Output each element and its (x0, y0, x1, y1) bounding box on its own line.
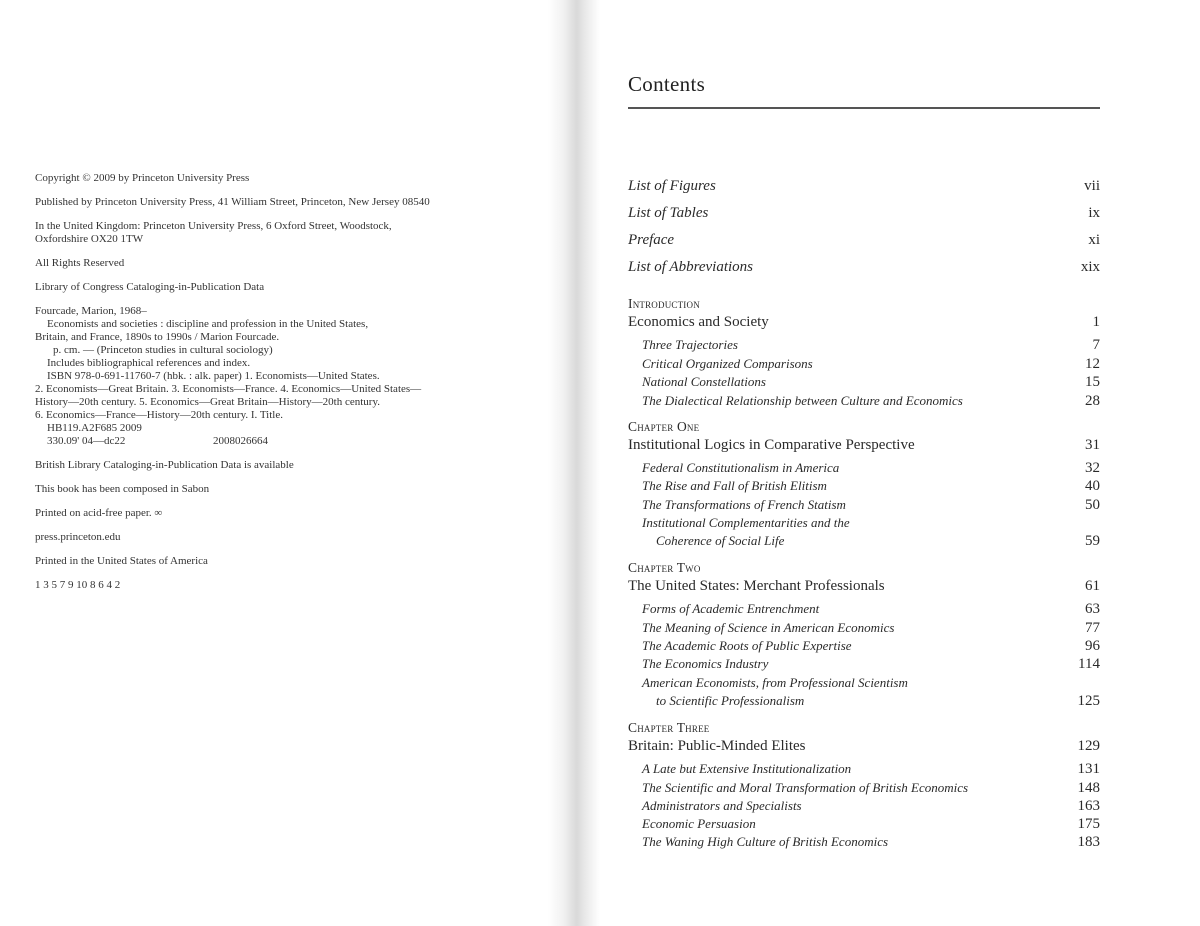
cip-dewey: 330.09' 04—dc22 (47, 435, 126, 447)
toc-section-title: The Academic Roots of Public Expertise (642, 638, 852, 653)
toc-section (628, 356, 1100, 373)
toc-section-continued (628, 693, 1100, 710)
copyright-page (0, 0, 570, 926)
loc-heading: Library of Congress Cataloging-in-Publication Data (35, 281, 265, 293)
toc-section-title: The Rise and Fall of British Elitism (642, 478, 827, 493)
toc-chapter-label-title: Chapter Three (628, 720, 710, 735)
toc-section-continued-page: 59 (1085, 533, 1100, 549)
toc-section-title: National Constellations (642, 374, 766, 389)
toc-chapter-title-page: 61 (1085, 578, 1100, 594)
uk-publisher (35, 220, 535, 246)
toc-section (628, 601, 1100, 618)
toc-front-matter-item-page: xix (1080, 259, 1100, 275)
toc-front-matter-item-title: Preface (628, 232, 675, 248)
cip-author: Fourcade, Marion, 1968– (35, 305, 147, 317)
toc-section (628, 798, 1100, 815)
toc-chapter-label (628, 419, 1100, 435)
toc-section-page: 183 (1077, 834, 1100, 850)
toc-front-matter-item-page: ix (1088, 205, 1100, 221)
toc-front-matter-item-page: xi (1088, 232, 1100, 248)
toc-front-matter-item (628, 232, 1100, 249)
toc-front-matter-item-title: List of Abbreviations (628, 259, 754, 275)
toc-section (628, 638, 1100, 655)
toc-section-page: 163 (1077, 798, 1100, 814)
cip-lc-call-number: HB119.A2F685 2009 (47, 422, 142, 434)
toc-section-continued-title: to Scientific Professionalism (656, 693, 805, 708)
toc-section-title: The Transformations of French Statism (642, 497, 846, 512)
toc-chapter-title (628, 437, 1100, 454)
toc-chapter-title-title: The United States: Merchant Professionals (628, 578, 885, 594)
toc-chapter-label (628, 720, 1100, 736)
cip-subjects-line-2: History—20th century. 5. Economics—Great Britain—History—20th century. (35, 396, 381, 408)
toc-section-title: Three Trajectories (642, 337, 738, 352)
toc-section-page: 148 (1077, 780, 1100, 796)
toc-section-title: The Dialectical Relationship between Culture and Economics (642, 393, 963, 408)
paper-line: Printed on acid-free paper. ∞ (35, 507, 163, 519)
toc-section-page: 114 (1078, 656, 1100, 672)
toc-front-matter-item-page: vii (1084, 178, 1100, 194)
toc-section-title: Forms of Academic Entrenchment (642, 601, 820, 616)
toc-chapter-title-page: 1 (1092, 314, 1100, 330)
toc-front-matter-item (628, 205, 1100, 222)
toc-section (628, 761, 1100, 778)
toc-section-continued-title: Coherence of Social Life (656, 533, 785, 548)
cip-dewey-row (35, 435, 535, 448)
toc-section-title: The Scientific and Moral Transformation of British Economics (642, 780, 969, 795)
cip-title-line-1: Economists and societies : discipline and profession in the United States, (47, 318, 369, 330)
toc-section-page: 7 (1092, 337, 1100, 353)
toc-section (628, 620, 1100, 637)
toc-chapter-title-page: 31 (1085, 437, 1100, 453)
toc-section (628, 497, 1100, 514)
toc-section-page: 32 (1085, 460, 1100, 476)
toc-section-title: Critical Organized Comparisons (642, 356, 813, 371)
composed-line: This book has been composed in Sabon (35, 483, 210, 495)
toc-section-page: 96 (1085, 638, 1100, 654)
publisher-line: Published by Princeton University Press, 41 William Street, Princeton, New Jersey 08540 (35, 196, 430, 208)
cip-lccn: 2008026664 (213, 435, 268, 447)
toc-chapter-label-title: Chapter Two (628, 560, 701, 575)
toc-section-page: 12 (1085, 356, 1100, 372)
cip-physical: p. cm. — (Princeton studies in cultural sociology) (53, 344, 273, 356)
toc-section (628, 374, 1100, 391)
toc-section-title: The Economics Industry (642, 656, 769, 671)
toc-chapter-label (628, 560, 1100, 576)
toc-section-title: American Economists, from Professional Scientism (642, 675, 908, 690)
copyright-line: Copyright © 2009 by Princeton University Press (35, 172, 250, 184)
toc-section-title: Federal Constitutionalism in America (642, 460, 840, 475)
toc-chapter-label (628, 296, 1100, 312)
toc-section (628, 515, 1100, 531)
printing-number-line: 1 3 5 7 9 10 8 6 4 2 (35, 579, 121, 591)
british-library-line: British Library Cataloging-in-Publication Data is available (35, 459, 294, 471)
toc-section-title: The Meaning of Science in American Economics (642, 620, 895, 635)
toc-front-matter-item-title: List of Tables (628, 205, 709, 221)
toc-front-matter-item-title: List of Figures (628, 178, 716, 194)
cip-bibliography: Includes bibliographical references and index. (47, 357, 251, 369)
toc-section (628, 460, 1100, 477)
toc-chapter-title-title: Economics and Society (628, 314, 769, 330)
toc-section-page: 15 (1085, 374, 1100, 390)
cip-title-line-2: Britain, and France, 1890s to 1990s / Marion Fourcade. (35, 331, 280, 343)
toc-chapter-title-title: Britain: Public-Minded Elites (628, 738, 806, 754)
toc-section (628, 337, 1100, 354)
rights-line: All Rights Reserved (35, 257, 125, 269)
contents-rule (628, 107, 1100, 109)
toc-section (628, 656, 1100, 673)
toc-section (628, 780, 1100, 797)
uk-publisher-line-1: In the United Kingdom: Princeton University Press, 6 Oxford Street, Woodstock, (35, 220, 392, 232)
toc-section (628, 816, 1100, 833)
toc-section-title: Institutional Complementarities and the (642, 515, 850, 530)
book-gutter (548, 0, 600, 926)
toc-chapter-title-page: 129 (1077, 738, 1100, 754)
toc-section-page: 131 (1077, 761, 1100, 777)
uk-publisher-line-2: Oxfordshire OX20 1TW (35, 233, 144, 245)
toc-front-matter-item (628, 259, 1100, 276)
toc-section (628, 393, 1100, 410)
toc-chapter-title (628, 578, 1100, 595)
website-line: press.princeton.edu (35, 531, 121, 543)
toc-section-title: The Waning High Culture of British Economics (642, 834, 889, 849)
toc-section-page: 63 (1085, 601, 1100, 617)
toc-section (628, 834, 1100, 851)
cip-record (35, 305, 535, 448)
toc-section-page: 175 (1077, 816, 1100, 832)
toc-section-title: A Late but Extensive Institutionalization (642, 761, 852, 776)
toc-chapter-title (628, 738, 1100, 755)
toc-section (628, 675, 1100, 691)
toc-section-continued (628, 533, 1100, 550)
toc-section-title: Administrators and Specialists (642, 798, 802, 813)
toc-section-page: 40 (1085, 478, 1100, 494)
copyright-block (35, 172, 535, 603)
toc-section-page: 77 (1085, 620, 1100, 636)
toc-chapter-title (628, 314, 1100, 331)
printed-line: Printed in the United States of America (35, 555, 208, 567)
toc-chapter-label-title: Chapter One (628, 419, 700, 434)
cip-subjects-line-1: 2. Economists—Great Britain. 3. Economists—France. 4. Economics—United States— (35, 383, 422, 395)
contents-title: Contents (628, 72, 706, 96)
toc-front-matter-item (628, 178, 1100, 195)
toc-chapter-title-title: Institutional Logics in Comparative Perspective (628, 437, 915, 453)
toc-section-page: 28 (1085, 393, 1100, 409)
toc-chapter-label-title: Introduction (628, 296, 700, 311)
toc-section (628, 478, 1100, 495)
cip-subjects-line-3: 6. Economics—France—History—20th century. I. Title. (35, 409, 283, 421)
toc-section-page: 50 (1085, 497, 1100, 513)
cip-isbn: ISBN 978-0-691-11760-7 (hbk. : alk. paper) 1. Economists—United States. (47, 370, 380, 382)
toc-section-continued-page: 125 (1077, 693, 1100, 709)
toc-section-title: Economic Persuasion (642, 816, 756, 831)
